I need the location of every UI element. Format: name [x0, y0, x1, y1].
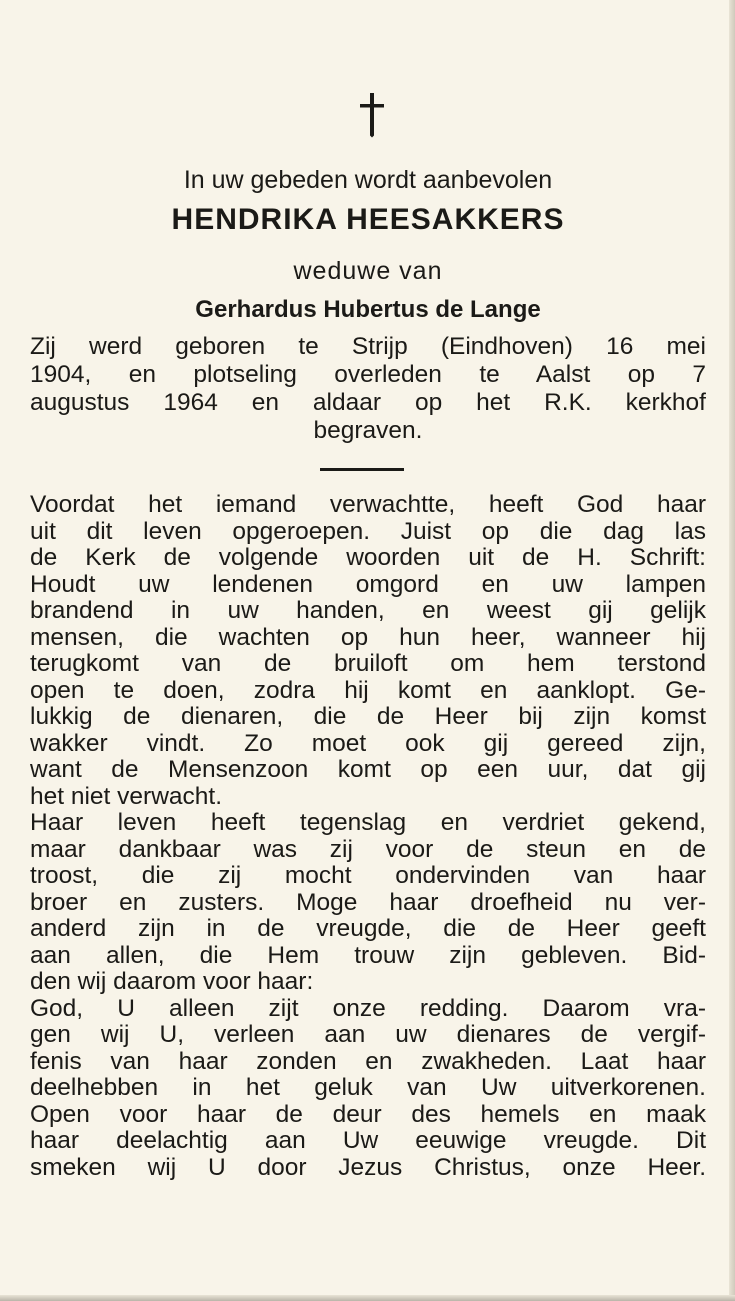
text-line: aan allen, die Hem trouw zijn gebleven. Bid- [30, 941, 706, 969]
text-line: Houdt uw lendenen omgord en uw lampen [30, 570, 706, 598]
text-line: den wij daarom voor haar: [30, 968, 314, 995]
text-line: lukkig de dienaren, die de Heer bij zijn komst [30, 703, 706, 730]
card-edge-bottom [0, 1295, 735, 1301]
text-line: wakker vindt. Zo moet ook gij gereed zijn, [30, 729, 706, 757]
text-line: de Kerk de volgende woorden uit de H. Schrift: [30, 544, 706, 571]
card-edge-right [729, 0, 735, 1301]
text-line: terugkomt van de bruiloft om hem terstond [30, 650, 706, 677]
text-line: open te doen, zodra hij komt en aanklopt. Ge- [30, 676, 706, 704]
text-line: gen wij U, verleen aan uw dienares de vergif- [30, 1021, 706, 1048]
text-line: want de Mensenzoon komt op een uur, dat gij [30, 756, 706, 783]
text-line: anderd zijn in de vreugde, die de Heer geeft [30, 915, 706, 942]
text-line: uit dit leven opgeroepen. Juist op die dag las [30, 517, 706, 545]
deceased-name: HENDRIKA HEESAKKERS [171, 203, 565, 236]
birth-death-paragraph [30, 333, 706, 445]
text-line: fenis van haar zonden en zwakheden. Laat haar [30, 1047, 706, 1075]
text-line: God, U alleen zijt onze redding. Daarom vra- [30, 994, 706, 1022]
text-line: haar deelachtig aan Uw eeuwige vreugde. Dit [30, 1127, 706, 1154]
text-line: Open voor haar de deur des hemels en maak [30, 1100, 706, 1128]
text-line: broer en zusters. Moge haar droefheid nu ver- [30, 888, 706, 916]
text-line: maar dankbaar was zij voor de steun en de [30, 835, 706, 863]
text-line: Voordat het iemand verwachtte, heeft God haar [30, 491, 706, 518]
text-line: smeken wij U door Jezus Christus, onze Heer. [30, 1153, 706, 1181]
text-line: mensen, die wachten op hun heer, wanneer hij [30, 623, 706, 651]
husband-name: Gerhardus Hubertus de Lange [195, 296, 541, 323]
divider-line [320, 468, 404, 471]
prayer-text [30, 492, 706, 1181]
intro-text: In uw gebeden wordt aanbevolen [183, 166, 553, 194]
text-line: brandend in uw handen, en weest gij gelijk [30, 597, 706, 624]
text-line: deelhebben in het geluk van Uw uitverkorenen. [30, 1074, 706, 1101]
cross-icon [355, 92, 389, 138]
text-line: het niet verwacht. [30, 782, 223, 810]
widow-of-text: weduwe van [293, 257, 443, 285]
birth-line: augustus 1964 en aldaar op het R.K. kerkhof [30, 389, 706, 416]
text-line: troost, die zij mocht ondervinden van haar [30, 862, 706, 889]
birth-line: begraven. [313, 417, 423, 444]
birth-line: Zij werd geboren te Strijp (Eindhoven) 16 mei [30, 333, 706, 360]
text-line: Haar leven heeft tegenslag en verdriet gekend, [30, 809, 706, 836]
birth-line: 1904, en plotseling overleden te Aalst op 7 [30, 361, 706, 388]
